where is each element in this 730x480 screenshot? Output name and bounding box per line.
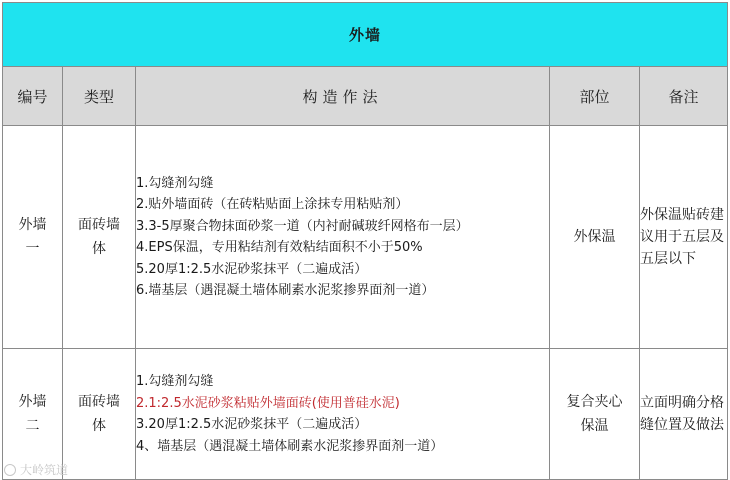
table-row	[3, 349, 728, 480]
header-type: 类型	[63, 67, 136, 126]
cell-note: 外保温贴砖建议用于五层及五层以下	[640, 126, 728, 349]
type-text: 面砖墙 体	[78, 217, 120, 257]
code-text: 外墙 二	[18, 394, 47, 434]
watermark-text: 大岭筑道	[20, 463, 69, 477]
step-item: 3.3-5厚聚合物抹面砂浆一道（内衬耐碱玻纤网格布一层）	[136, 218, 469, 234]
cell-code	[3, 126, 63, 349]
step-item-highlighted: 2.1:2.5水泥砂浆粘贴外墙面砖(使用普硅水泥)	[136, 395, 400, 411]
header-code: 编号	[3, 67, 63, 126]
step-item: 3.20厚1:2.5水泥砂浆抹平（二遍成活）	[136, 417, 368, 432]
cell-steps	[136, 126, 550, 349]
step-item: 2.贴外墙面砖（在砖粘贴面上涂抹专用粘贴剂）	[136, 197, 409, 212]
watermark	[4, 461, 68, 478]
part-text: 复合夹心 保温	[566, 394, 623, 434]
cell-steps	[136, 349, 550, 480]
type-text: 面砖墙 体	[78, 394, 120, 434]
cell-part	[550, 349, 640, 480]
watermark-logo-icon	[4, 464, 16, 476]
step-item: 4.EPS保温，专用粘结剂有效粘结面积不小于50%	[136, 240, 423, 255]
table-title: 外墙	[3, 3, 728, 67]
step-item: 4、墙基层（遇混凝土墙体刷素水泥浆掺界面剂一道）	[136, 438, 444, 454]
cell-type	[63, 126, 136, 349]
step-item: 1.勾缝剂勾缝	[136, 374, 214, 389]
step-item: 5.20厚1:2.5水泥砂浆抹平（二遍成活）	[136, 261, 368, 277]
cell-note: 立面明确分格缝位置及做法	[640, 349, 728, 480]
cell-part	[550, 126, 640, 349]
cell-code	[3, 349, 63, 480]
step-item: 6.墙基层（遇混凝土墙体刷素水泥浆掺界面剂一道）	[136, 283, 435, 298]
header-method: 构造作法	[136, 67, 550, 126]
cell-type	[63, 349, 136, 480]
part-text: 外保温	[573, 229, 616, 245]
code-text: 外墙 一	[18, 217, 47, 257]
step-item: 1.勾缝剂勾缝	[136, 175, 214, 191]
table-row	[3, 126, 728, 349]
header-note: 备注	[640, 67, 728, 126]
header-part: 部位	[550, 67, 640, 126]
header-row	[3, 67, 728, 126]
construction-spec-table	[2, 2, 728, 480]
